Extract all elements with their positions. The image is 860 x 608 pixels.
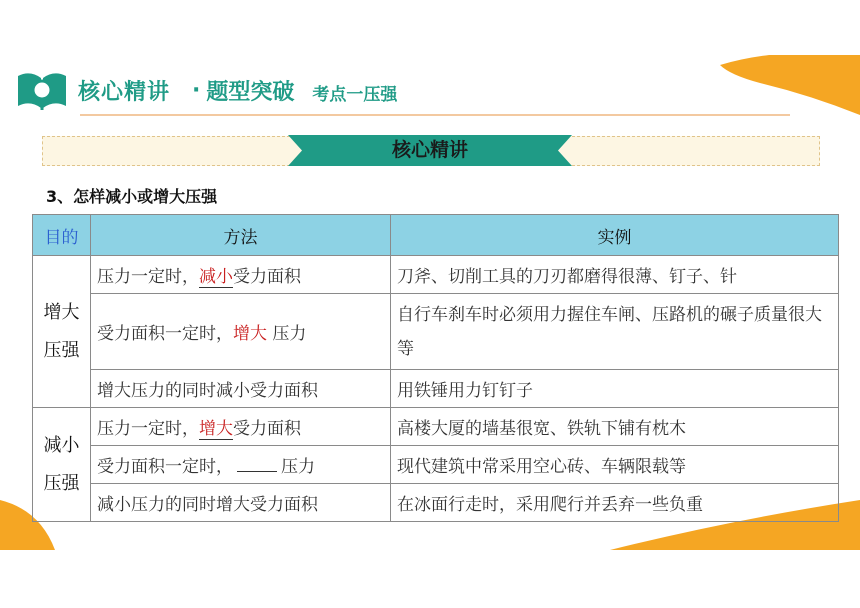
book-icon (14, 68, 70, 112)
method-text: 受力面积 (233, 267, 301, 287)
method-cell: 减小压力的同时增大受力面积 (91, 484, 391, 522)
answer-fill: 增大 (233, 324, 267, 344)
corner-decoration-top-right (720, 55, 860, 115)
header-method: 方法 (91, 215, 391, 256)
method-cell (91, 256, 391, 294)
method-cell (91, 294, 391, 370)
table-header-row (33, 215, 839, 256)
answer-blank (237, 471, 277, 472)
example-cell: 刀斧、切削工具的刀刃都磨得很薄、钉子、针 (391, 256, 839, 294)
method-cell (91, 446, 391, 484)
method-cell: 增大压力的同时减小受力面积 (91, 370, 391, 408)
header-separator: · (192, 77, 201, 103)
method-text: 压力一定时， (97, 267, 199, 287)
example-cell: 高楼大厦的墙基很宽、铁轨下铺有枕木 (391, 408, 839, 446)
method-text: 受力面积一定时， (97, 324, 233, 344)
goal-label: 增大 压强 (43, 301, 80, 361)
page-header (14, 68, 397, 112)
goal-increase-pressure (33, 256, 91, 408)
example-cell: 现代建筑中常采用空心砖、车辆限载等 (391, 446, 839, 484)
header-topic: 考点一压强 (312, 84, 398, 105)
section-title: 3、怎样减小或增大压强 (46, 187, 218, 206)
table-row (33, 484, 839, 522)
example-cell: 用铁锤用力钉钉子 (391, 370, 839, 408)
table-row (33, 446, 839, 484)
method-text: 压力 (281, 457, 315, 477)
header-goal: 目的 (33, 215, 91, 256)
answer-fill: 增大 (199, 419, 233, 439)
table-row (33, 408, 839, 446)
answer-fill: 减小 (199, 267, 233, 287)
method-text: 压力一定时， (97, 419, 199, 439)
table-row (33, 256, 839, 294)
example-cell: 在冰面行走时，采用爬行并丢弃一些负重 (391, 484, 839, 522)
method-text: 受力面积一定时， (97, 457, 233, 477)
table-row (33, 370, 839, 408)
method-text: 压力 (272, 324, 307, 344)
method-text: 受力面积 (233, 419, 301, 439)
goal-decrease-pressure (33, 408, 91, 522)
goal-label: 减小 压强 (43, 434, 80, 494)
ribbon-label: 核心精讲 (391, 139, 468, 161)
method-cell (91, 408, 391, 446)
pressure-table (32, 214, 839, 522)
table-row (33, 294, 839, 370)
header-subtitle: 题型突破 (206, 79, 295, 105)
header-main-title: 核心精讲 (78, 79, 171, 105)
example-cell: 自行车刹车时必须用力握住车闸、压路机的碾子质量很大等 (391, 294, 839, 370)
header-example: 实例 (391, 215, 839, 256)
header-divider (80, 114, 790, 116)
